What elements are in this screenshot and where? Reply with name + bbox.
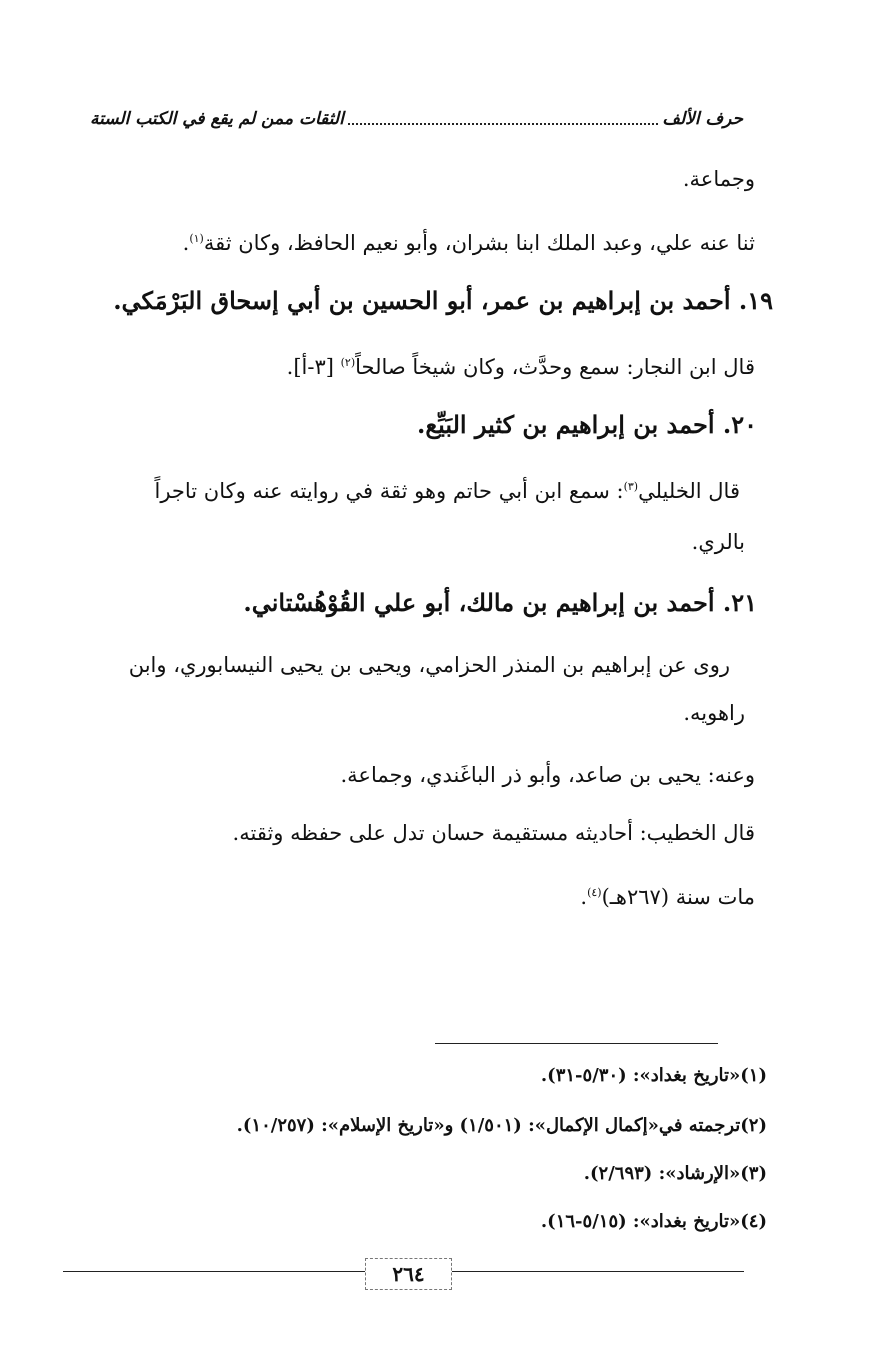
footer-rule-right <box>450 1271 744 1272</box>
footnote-3: (٣)«الإرشاد»: (٢/٦٩٣). <box>583 1163 767 1184</box>
footnote-ref-2[interactable]: (٢) <box>340 356 356 369</box>
entry-heading-19: ١٩. أحمد بن إبراهيم بن عمر، أبو الحسين بن أبي إسحاق البَرْمَكي. <box>113 286 773 315</box>
running-head <box>90 102 743 136</box>
footnote-4: (٤)«تاريخ بغداد»: (٥/١٥-١٦). <box>540 1211 767 1232</box>
body-line-4: قال ابن النجار: سمع وحدَّث، وكان شيخاً صالحاً$^{(٢)}$ [٣-أ]. <box>286 355 755 379</box>
body-line-10: راهويه. <box>683 701 745 725</box>
entry-heading-20: ٢٠. أحمد بن إبراهيم بن كثير البَيِّع. <box>416 410 757 439</box>
footer-rule-left <box>63 1271 365 1272</box>
footnote-separator <box>435 1043 718 1044</box>
footnote-1: (١)«تاريخ بغداد»: (٥/٣٠-٣١). <box>540 1065 767 1086</box>
body-line-1: وجماعة. <box>682 167 755 191</box>
page-number: ٢٦٤ <box>365 1258 452 1290</box>
footnote-ref-1[interactable]: (١) <box>189 232 204 245</box>
body-line-7: بالري. <box>691 530 745 554</box>
running-head-leader-dots <box>348 123 659 125</box>
body-line-9: روى عن إبراهيم بن المنذر الحزامي، ويحيى بن يحيى النيسابوري، وابن <box>128 653 730 677</box>
running-head-chapter: حرف الألف <box>662 109 743 129</box>
entry-heading-21: ٢١. أحمد بن إبراهيم بن مالك، أبو علي القُوْهُسْتاني. <box>243 588 757 617</box>
body-line-2: ثنا عنه علي، وعبد الملك ابنا بشران، وأبو نعيم الحافظ، وكان ثقة$^{(١)}$. <box>182 231 755 255</box>
body-line-13: مات سنة (٢٦٧هـ)$^{(٤)}$. <box>580 885 755 909</box>
running-head-book-title: الثقات ممن لم يقع في الكتب الستة <box>90 109 344 129</box>
body-line-6: قال الخليلي$^{(٣)}$: سمع ابن أبي حاتم وهو ثقة في روايته عنه وكان تاجراً <box>154 479 740 503</box>
footnote-ref-3[interactable]: (٣) <box>623 480 639 493</box>
footnote-2: (٢)ترجمته في«إكمال الإكمال»: (١/٥٠١) و«تاريخ الإسلام»: (١٠/٢٥٧). <box>236 1115 767 1136</box>
body-line-11: وعنه: يحيى بن صاعد، وأبو ذر الباغَندي، وجماعة. <box>340 763 755 787</box>
footnote-ref-4[interactable]: (٤) <box>587 886 602 899</box>
body-line-12: قال الخطيب: أحاديثه مستقيمة حسان تدل على حفظه وثقته. <box>232 821 755 845</box>
